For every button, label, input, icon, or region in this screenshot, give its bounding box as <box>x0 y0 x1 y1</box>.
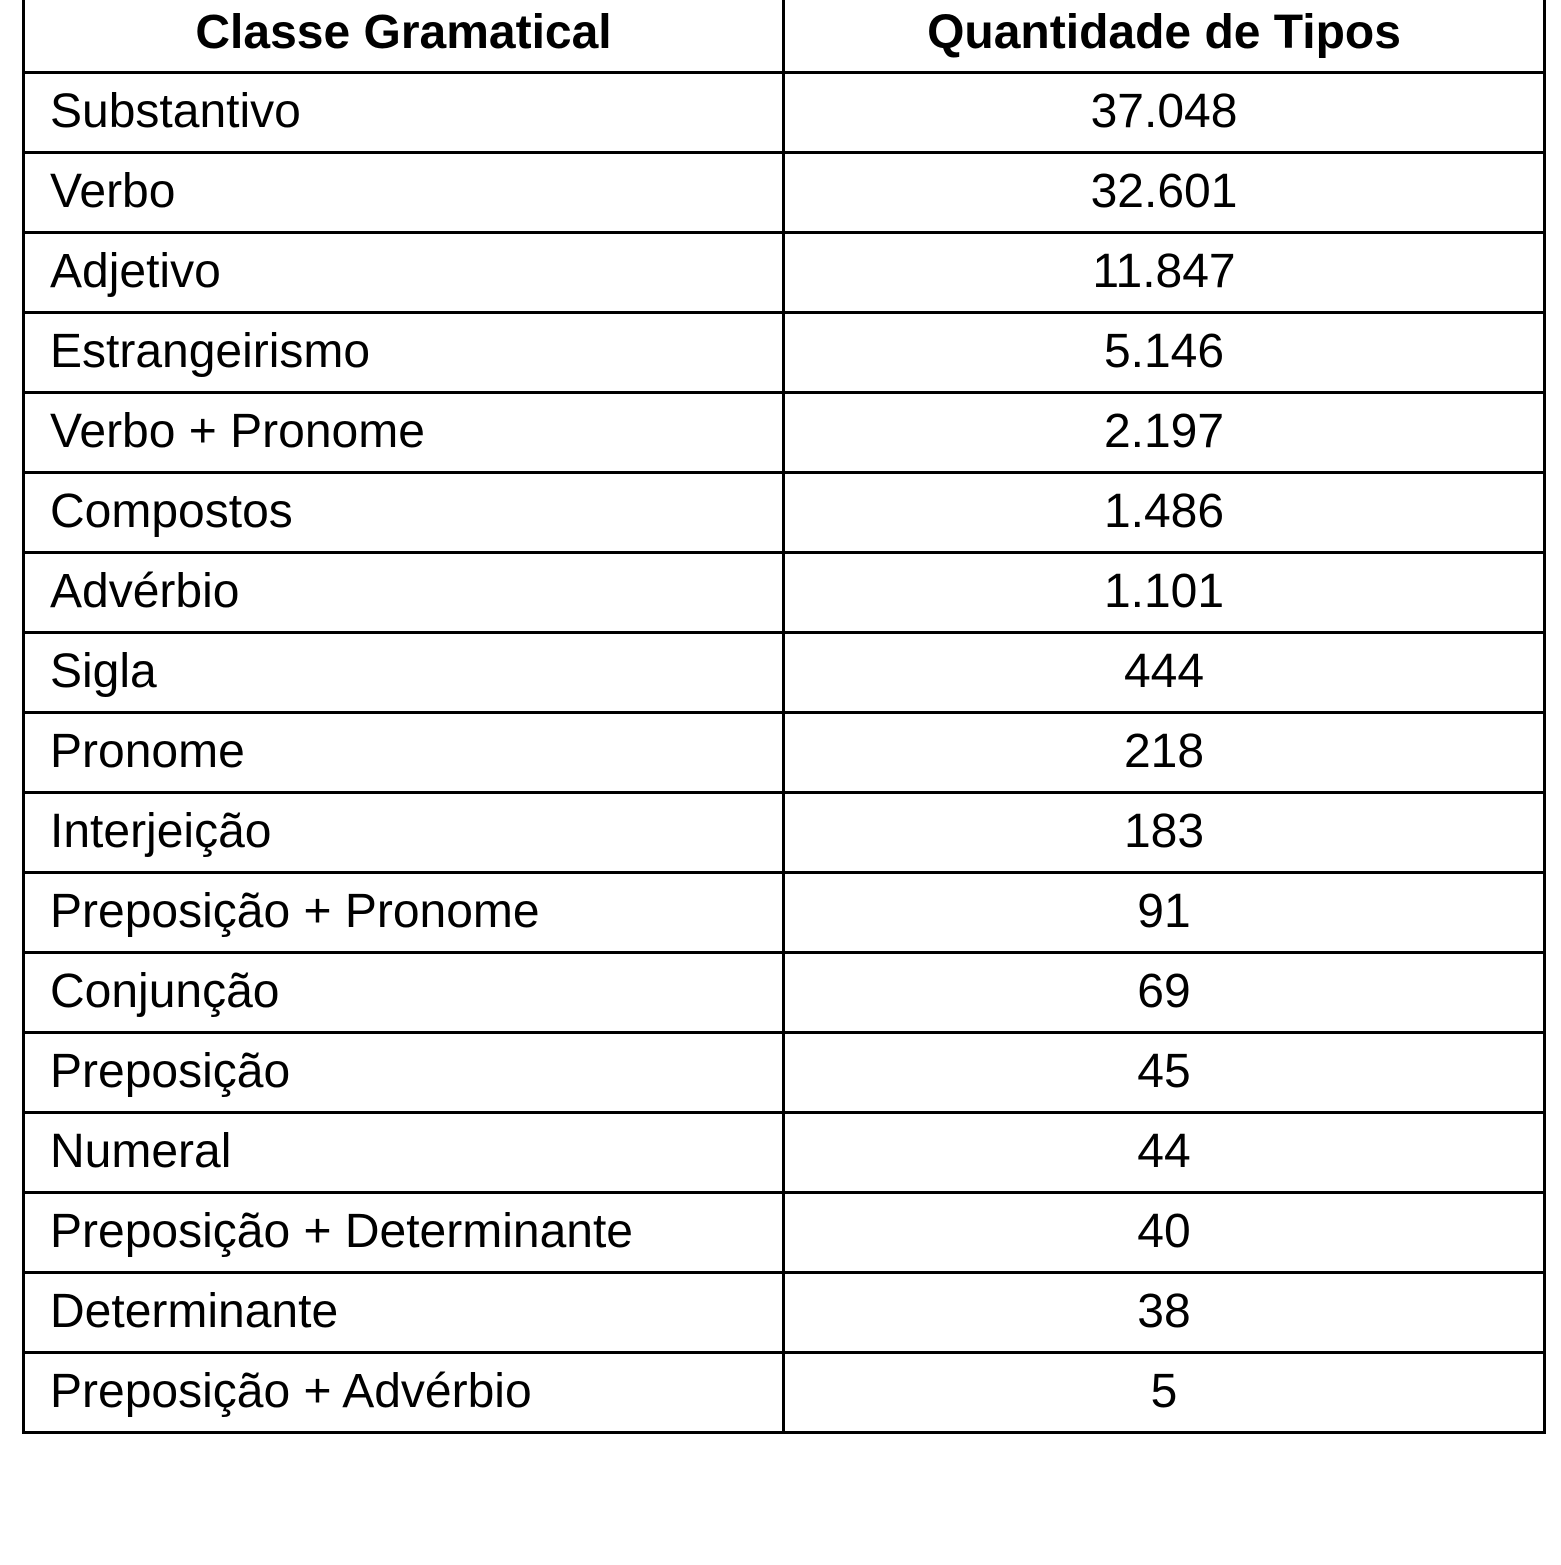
header-classe-gramatical: Classe Gramatical <box>24 0 784 72</box>
class-cell: Interjeição <box>24 792 784 872</box>
count-cell: 444 <box>784 632 1545 712</box>
class-cell: Preposição + Pronome <box>24 872 784 952</box>
count-cell: 2.197 <box>784 392 1545 472</box>
count-cell: 1.101 <box>784 552 1545 632</box>
table-row <box>24 712 1545 792</box>
class-cell: Estrangeirismo <box>24 312 784 392</box>
count-cell: 69 <box>784 952 1545 1032</box>
class-cell: Sigla <box>24 632 784 712</box>
class-cell: Preposição + Advérbio <box>24 1352 784 1432</box>
class-cell: Preposição <box>24 1032 784 1112</box>
class-cell: Substantivo <box>24 72 784 152</box>
count-cell: 37.048 <box>784 72 1545 152</box>
table-row <box>24 472 1545 552</box>
count-cell: 5 <box>784 1352 1545 1432</box>
count-cell: 38 <box>784 1272 1545 1352</box>
class-cell: Verbo + Pronome <box>24 392 784 472</box>
table-row <box>24 72 1545 152</box>
table-row <box>24 792 1545 872</box>
count-cell: 1.486 <box>784 472 1545 552</box>
count-cell: 11.847 <box>784 232 1545 312</box>
table-row <box>24 152 1545 232</box>
table-row <box>24 1192 1545 1272</box>
table-row <box>24 872 1545 952</box>
class-cell: Compostos <box>24 472 784 552</box>
table-row <box>24 392 1545 472</box>
class-cell: Verbo <box>24 152 784 232</box>
table-row <box>24 312 1545 392</box>
class-cell: Preposição + Determinante <box>24 1192 784 1272</box>
table-row <box>24 1032 1545 1112</box>
class-cell: Pronome <box>24 712 784 792</box>
count-cell: 5.146 <box>784 312 1545 392</box>
count-cell: 183 <box>784 792 1545 872</box>
table-row <box>24 1112 1545 1192</box>
class-cell: Advérbio <box>24 552 784 632</box>
class-cell: Determinante <box>24 1272 784 1352</box>
count-cell: 91 <box>784 872 1545 952</box>
count-cell: 45 <box>784 1032 1545 1112</box>
table-row <box>24 1352 1545 1432</box>
header-row <box>24 0 1545 72</box>
grammatical-class-table <box>22 0 1546 1434</box>
count-cell: 40 <box>784 1192 1545 1272</box>
count-cell: 218 <box>784 712 1545 792</box>
class-cell: Numeral <box>24 1112 784 1192</box>
table-row <box>24 552 1545 632</box>
table-row <box>24 232 1545 312</box>
header-quantidade-de-tipos: Quantidade de Tipos <box>784 0 1545 72</box>
table-row <box>24 632 1545 712</box>
count-cell: 32.601 <box>784 152 1545 232</box>
class-cell: Conjunção <box>24 952 784 1032</box>
count-cell: 44 <box>784 1112 1545 1192</box>
class-cell: Adjetivo <box>24 232 784 312</box>
table-row <box>24 952 1545 1032</box>
table-row <box>24 1272 1545 1352</box>
